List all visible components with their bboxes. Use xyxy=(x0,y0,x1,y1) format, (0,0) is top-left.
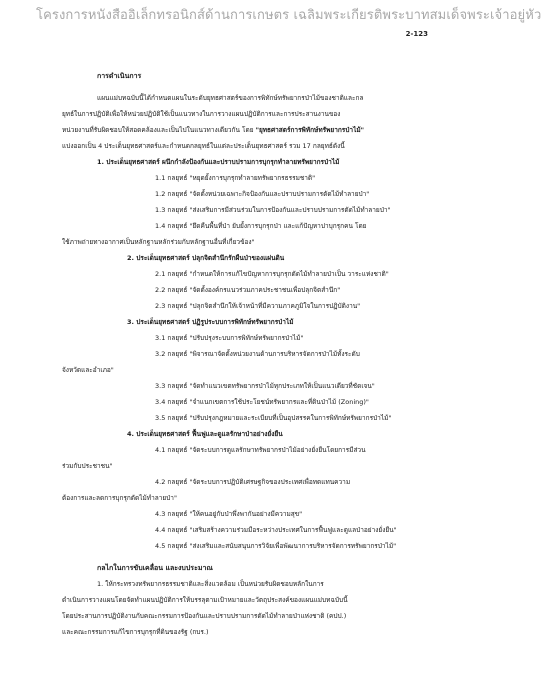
strategy-item: 4.2 กลยุทธ์ "จัดระบบการปฏิบัติเศรษฐกิจของประเทศเพื่อทดแทนความ xyxy=(155,478,351,486)
page-number: 2-123 xyxy=(405,30,428,38)
strategy-item: 3.3 กลยุทธ์ "จัดทำแนวเขตทรัพยากรป่าไม้ทุกประเภทให้เป็นแนวเดียวที่ชัดเจน" xyxy=(155,382,375,390)
strategy-item: 3.4 กลยุทธ์ "จำแนกเขตการใช้ประโยชน์ทรัพยากรและที่ดินป่าไม้ (Zoning)" xyxy=(155,398,369,406)
paragraph-line: 1. ให้กระทรวงทรัพยากรธรรมชาติและสิ่งแวดล้อม เป็นหน่วยรับผิดชอบหลักในการ xyxy=(97,580,324,588)
strategy-item: 2.3 กลยุทธ์ "ปลุกจิตสำนึกให้เจ้าหน้าที่มีความภาคภูมิใจในการปฏิบัติงาน" xyxy=(155,302,361,310)
strategy-item: 2.2 กลยุทธ์ "จัดตั้งองค์กรแนวร่วมภาคประชาชนเพื่อปลุกจิตสำนึก" xyxy=(155,286,341,294)
strategy-item: 3.1 กลยุทธ์ "ปรับปรุงระบบการพิทักษ์ทรัพยากรป่าไม้" xyxy=(155,334,304,342)
section-heading: การดำเนินการ xyxy=(97,72,142,80)
strategy-item: 1.4 กลยุทธ์ "ยึดคืนพื้นที่ป่า ยับยั้งการบุกรุกป่า และแก้ปัญหาปาบุกรุกคน โดย xyxy=(155,222,367,230)
strategy-item: 4.1 กลยุทธ์ "จัดระบบการดูแลรักษาทรัพยากรป่าไม้อย่างยั่งยืนโดยการมีส่วน xyxy=(155,446,366,454)
strategic-issue-2-title: 2. ประเด็นยุทธศาสตร์ ปลุกจิตสำนึกรักผืนป่าของแผ่นดิน xyxy=(127,254,285,262)
paragraph-text: หน่วยงานที่รับผิดชอบให้สอดคล้องและเป็นไปในแนวทางเดียวกัน โดย xyxy=(62,126,256,134)
paragraph-line xyxy=(62,126,364,134)
paragraph-line: ยุทธ์ในการปฏิบัติเพื่อให้หน่วยปฏิบัติใช้เป็นแนวทางในการวางแผนปฏิบัติการและการประสานงานของ xyxy=(62,110,341,118)
strategy-item-continuation: ใช้ภาพถ่ายทางอากาศเป็นหลักฐานหลักร่วมกับหลักฐานอื่นที่เกี่ยวข้อง" xyxy=(62,238,255,246)
strategy-item: 4.5 กลยุทธ์ "ส่งเสริมและสนับสนุนการวิจัยเพื่อพัฒนาการบริหารจัดการทรัพยากรป่าไม้" xyxy=(155,542,397,550)
strategic-issue-3-title: 3. ประเด็นยุทธศาสตร์ ปฏิรูประบบการพิทักษ์ทรัพยากรป่าไม้ xyxy=(127,318,294,326)
paragraph-line: แบ่งออกเป็น 4 ประเด็นยุทธศาสตร์และกำหนดกลยุทธ์ในแต่ละประเด็นยุทธศาสตร์ รวม 17 กลยุทธ์ดังนี้ xyxy=(62,142,345,150)
strategy-item: 1.1 กลยุทธ์ "หยุดยั้งการบุกรุกทำลายทรัพยากรธรรมชาติ" xyxy=(155,174,316,182)
paragraph-line: โดยประสานการปฏิบัติงานกับคณะกรรมการป้องกันและปราบปรามการตัดไม้ทำลายป่าแห่งชาติ (คปป.) xyxy=(62,612,347,620)
section-heading: กลไกในการขับเคลื่อน และงบประมาณ xyxy=(97,564,213,572)
strategy-item: 4.4 กลยุทธ์ "เสริมสร้างความร่วมมือระหว่างประเทศในการฟื้นฟูและดูแลป่าอย่างยั่งยืน" xyxy=(155,526,397,534)
strategy-item: 3.5 กลยุทธ์ "ปรับปรุงกฎหมายและระเบียบที่เป็นอุปสรรคในการพิทักษ์ทรัพยากรป่าไม้" xyxy=(155,414,392,422)
strategy-item-continuation: จังหวัดและอำเภอ" xyxy=(62,366,114,374)
strategy-item-continuation: ร่วมกับประชาชน" xyxy=(62,462,113,470)
strategic-issue-1-title: 1. ประเด็นยุทธศาสตร์ ผนึกกำลังป้องกันและปราบปรามการบุกรุกทำลายทรัพยากรป่าไม้ xyxy=(97,158,340,166)
paragraph-line: แผนแม่บทฉบับนี้ได้กำหนดแผนในระดับยุทธศาสตร์ของการพิทักษ์ทรัพยากรป่าไม้ของชาติและกล xyxy=(97,94,364,102)
strategy-item: 1.2 กลยุทธ์ "จัดตั้งหน่วยเฉพาะกิจป้องกันและปราบปรามการตัดไม้ทำลายป่า" xyxy=(155,190,370,198)
strategy-item: 1.3 กลยุทธ์ "ส่งเสริมการมีส่วนร่วมในการป้องกันและปราบปรามการตัดไม้ทำลายป่า" xyxy=(155,206,391,214)
paragraph-line: ดำเนินการวางแผนโดยจัดทำแผนปฏิบัติการให้บรรลุตามเป้าหมายและวัตถุประสงค์ของแผนแม่บทฉบับนี้ xyxy=(62,596,348,604)
strategy-item: 4.3 กลยุทธ์ "ให้คนอยู่กับป่าพึ่งพากันอย่างมีความสุข" xyxy=(155,510,303,518)
strategy-item-continuation: ต้องการและลดการบุกรุกตัดไม้ทำลายป่า" xyxy=(62,494,177,502)
paragraph-line: และคณะกรรมการแก้ไขการบุกรุกที่ดินของรัฐ (กบร.) xyxy=(62,628,209,636)
strategy-item: 3.2 กลยุทธ์ "พิจารณาจัดตั้งหน่วยงานด้านการบริหารจัดการป่าไม้ทั้งระดับ xyxy=(155,350,360,358)
strategy-item: 2.1 กลยุทธ์ "กำหนดให้การแก้ไขปัญหาการบุกรุกตัดไม้ทำลายป่าเป็น วาระแห่งชาติ" xyxy=(155,270,389,278)
strategy-name: "ยุทธศาสตร์การพิทักษ์ทรัพยากรป่าไม้" xyxy=(255,126,365,134)
running-header: โครงการหนังสืออิเล็กทรอนิกส์ด้านการเกษตร เฉลิมพระเกียรติพระบาทสมเด็จพระเจ้าอยู่หัว xyxy=(36,8,541,23)
strategic-issue-4-title: 4. ประเด็นยุทธศาสตร์ ฟื้นฟูและดูแลรักษาป่าอย่างยั่งยืน xyxy=(127,430,283,438)
